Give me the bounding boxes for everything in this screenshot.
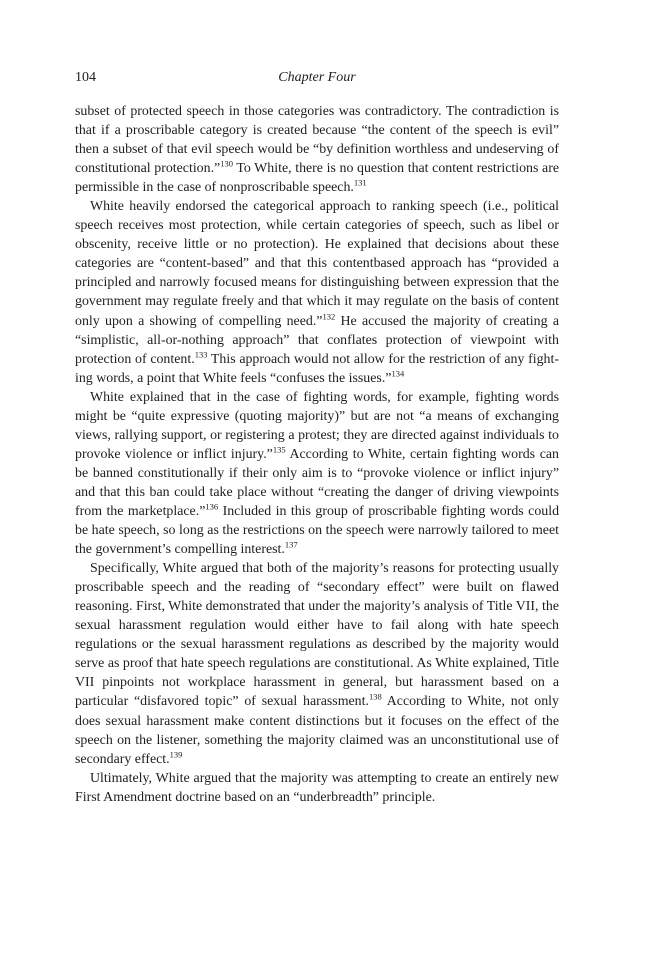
text-run: This approach would not allow for the restriction of any fighting words, a point that White feels “confuses the issues.” — [75, 351, 559, 386]
footnote-ref: 134 — [391, 368, 405, 379]
text-run: subset of protected speech in those categories was contradictory. The contradiction is that if a proscribable category is created because “the content of the speech is evil” then a subset of that evil speech would be “by definition worthless and undeserving of constitutional protection.” — [75, 104, 559, 177]
text-run: Specifically, White argued that both of the majority’s reasons for protecting usually proscribable speech and the reading of “secondary effect” were built on flawed reasoning. First, White demonstrated that under the majority’s analysis of Title VII, the sexual harassment regulation would either have to fail along with hate speech regulations or the sexual harassment regulations as described by the majority would serve as proof that hate speech regulations are constitutional. As White explained, Title VII pinpoints not workplace harassment in general, but harassment based on a particular “disfavored topic” of sexual harassment. — [75, 561, 559, 710]
footnote-ref: 131 — [353, 177, 367, 188]
paragraph — [75, 102, 559, 197]
page-number: 104 — [75, 70, 96, 85]
book-page — [75, 70, 559, 807]
footnote-ref: 135 — [272, 444, 286, 455]
footnote-ref: 137 — [284, 539, 298, 550]
text-run: He accused the majority of creating a “simplistic, all-or-nothing approach” that conflates protection of viewpoint with protection of content. — [75, 313, 559, 367]
footnote-ref: 133 — [194, 348, 208, 359]
text-run: According to White, certain fighting words can be banned constitutionally if their only aim is to “provoke violence or inflict injury” and that this ban could take place without “creating the danger of driving viewpoints from the marketplace.” — [75, 446, 559, 519]
footnote-ref: 132 — [322, 310, 336, 321]
text-run: Included in this group of proscribable fighting words could be hate speech, so long as the restrictions on the speech were narrowly tailored to meet the government’s compelling interest. — [75, 503, 560, 558]
text-run: According to White, not only does sexual harassment make content distinctions but it focuses on the effect of the speech on the listener, something the majority claimed was an unconstitutional use of secondary effect. — [75, 694, 559, 767]
paragraph — [75, 388, 559, 559]
page-header — [75, 70, 559, 92]
paragraph — [75, 197, 559, 387]
text-run: To White, there is no question that content restrictions are permissible in the case of nonproscribable speech. — [75, 161, 559, 196]
body-text — [75, 102, 559, 807]
text-run: Ultimately, White argued that the majority was attempting to create an entirely new First Amendment doctrine based on an “underbreadth” principle. — [75, 770, 559, 805]
footnote-ref: 138 — [368, 691, 382, 702]
text-run: White heavily endorsed the categorical approach to ranking speech (i.e., political speech receives most protection, while certain categories of speech, such as libel or obscenity, receive little or no protection). He explained that decisions about these categories are “content-based” and that this contentbased approach has “provided a principled and narrowly focused means for distinguishing between expression that the government may regulate freely and that which it may regulate on the basis of content only upon a showing of compelling need.” — [75, 199, 559, 329]
text-run: White explained that in the case of fighting words, for example, fighting words might be “quite expressive (quoting majority)” but are not “a means of exchanging views, rallying support, or registering a protest; they are directed against individuals to provoke violence or inflict injury.” — [75, 389, 559, 462]
footnote-ref: 136 — [205, 501, 219, 512]
paragraph — [75, 769, 559, 807]
footnote-ref: 130 — [220, 158, 233, 169]
running-head: Chapter Four — [278, 70, 356, 85]
footnote-ref: 139 — [169, 748, 183, 759]
paragraph — [75, 559, 559, 769]
